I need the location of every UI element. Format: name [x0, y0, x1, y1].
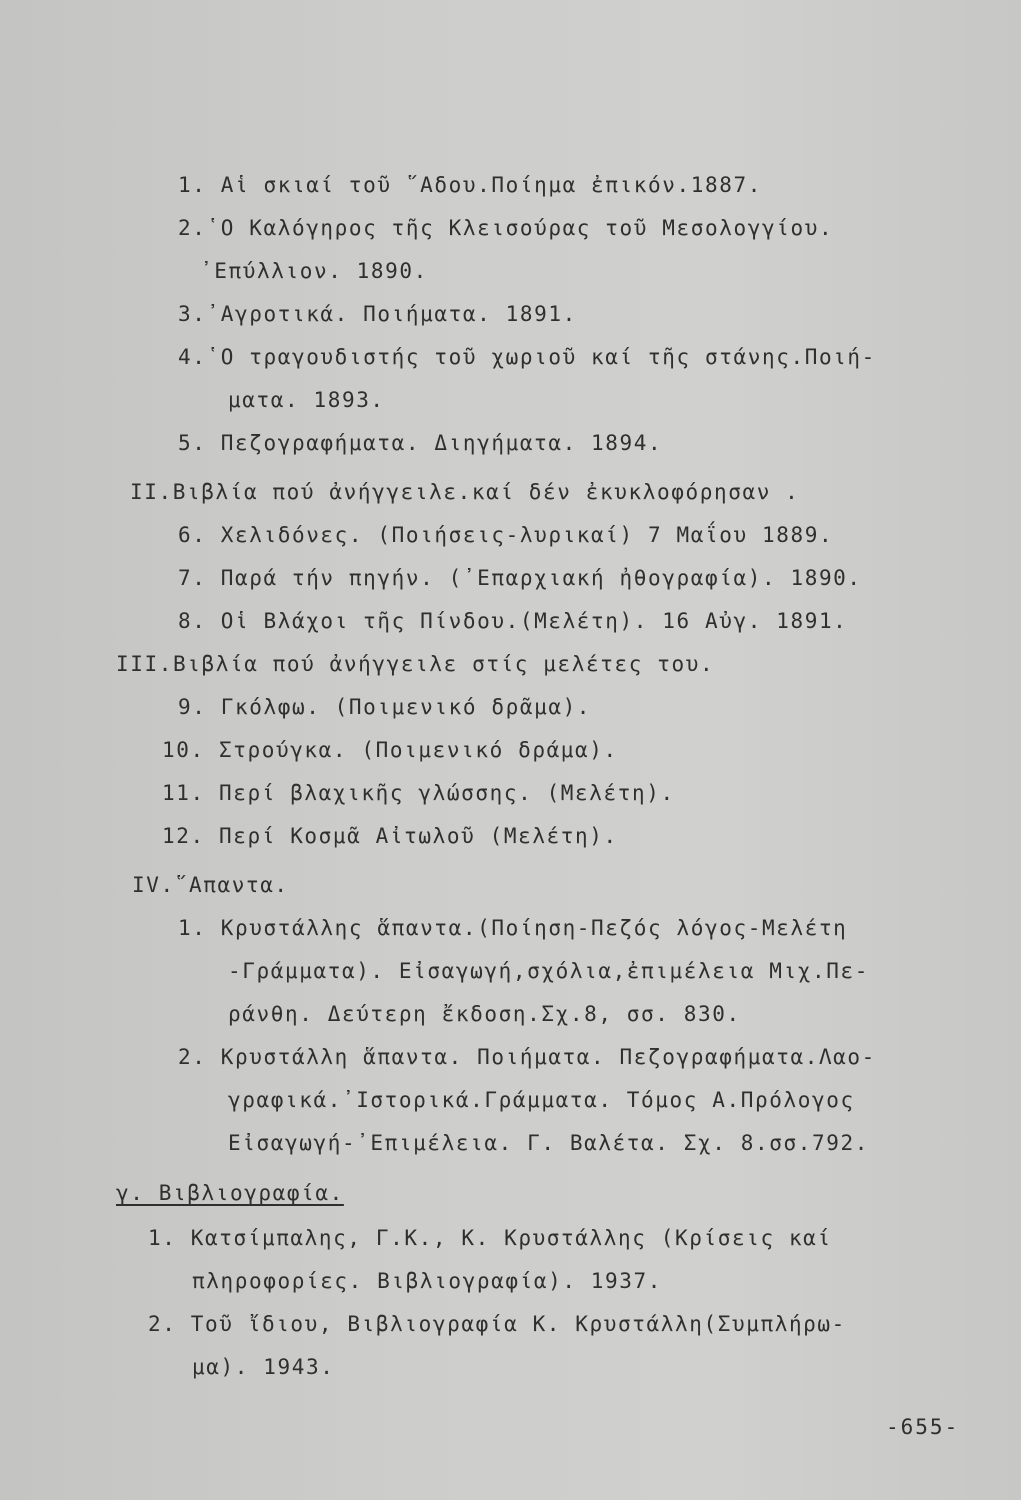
list-item: 1. Κρυστάλλης ἅπαντα.(Ποίηση-Πεζός λόγος-Μελέτη	[178, 916, 848, 940]
list-item: Εἰσαγωγή-᾿Επιμέλεια. Γ. Βαλέτα. Σχ. 8.σσ.792.	[228, 1131, 869, 1155]
section-heading: III.Βιβλία πού ἀνήγγειλε στίς μελέτες του.	[116, 652, 715, 676]
list-item: 1. Κατσίμπαλης, Γ.Κ., Κ. Κρυστάλλης (Κρίσεις καί	[148, 1226, 832, 1250]
list-item: πληροφορίες. Βιβλιογραφία). 1937.	[192, 1269, 663, 1293]
section-heading: II.Βιβλία πού ἀνήγγειλε.καί δέν ἐκυκλοφόρησαν .	[130, 480, 800, 504]
list-item: 11. Περί βλαχικῆς γλώσσης. (Μελέτη).	[162, 781, 675, 805]
list-item: 9. Γκόλφω. (Ποιμενικό δρᾶμα).	[178, 695, 592, 719]
bibliography-heading: γ. Βιβλιογραφία.	[116, 1181, 344, 1205]
list-item: -Γράμματα). Εἰσαγωγή,σχόλια,ἐπιμέλεια Μιχ.Πε-	[228, 959, 869, 983]
list-item: 6. Χελιδόνες. (Ποιήσεις-λυρικαί) 7 Μαΐου 1889.	[178, 523, 834, 547]
list-item: 3.᾿Αγροτικά. Ποιήματα. 1891.	[178, 302, 577, 326]
list-item: 2. Κρυστάλλη ἅπαντα. Ποιήματα. Πεζογραφήματα.Λαο-	[178, 1045, 876, 1069]
list-item: 1. Αἱ σκιαί τοῦ ῞Αδου.Ποίημα ἐπικόν.1887.	[178, 173, 762, 197]
list-item: 4.῾Ο τραγουδιστής τοῦ χωριοῦ καί τῆς στάνης.Ποιή-	[178, 345, 876, 369]
page-number: -655-	[886, 1415, 960, 1439]
list-item: 10. Στρούγκα. (Ποιμενικό δράμα).	[162, 738, 618, 762]
list-item: ᾿Επύλλιον. 1890.	[200, 259, 428, 283]
list-item: 8. Οἱ Βλάχοι τῆς Πίνδου.(Μελέτη). 16 Αὐγ. 1891.	[178, 609, 848, 633]
list-item: 2. Τοῦ ἴδιου, Βιβλιογραφία Κ. Κρυστάλλη(Συμπλήρω-	[148, 1312, 846, 1336]
list-item: ράνθη. Δεύτερη ἔκδοση.Σχ.8, σσ. 830.	[228, 1002, 741, 1026]
list-item: γραφικά.᾿Ιστορικά.Γράμματα. Τόμος Α.Πρόλογος	[228, 1088, 855, 1112]
list-item: 7. Παρά τήν πηγήν. (᾿Επαρχιακή ἠθογραφία). 1890.	[178, 566, 862, 590]
list-item: 12. Περί Κοσμᾶ Αἰτωλοῦ (Μελέτη).	[162, 824, 618, 848]
list-item: μα). 1943.	[192, 1355, 335, 1379]
section-heading: IV.῞Απαντα.	[132, 873, 289, 897]
list-item: 5. Πεζογραφήματα. Διηγήματα. 1894.	[178, 431, 663, 455]
list-item: 2.῾Ο Καλόγηρος τῆς Κλεισούρας τοῦ Μεσολογγίου.	[178, 216, 834, 240]
list-item: ματα. 1893.	[228, 388, 385, 412]
